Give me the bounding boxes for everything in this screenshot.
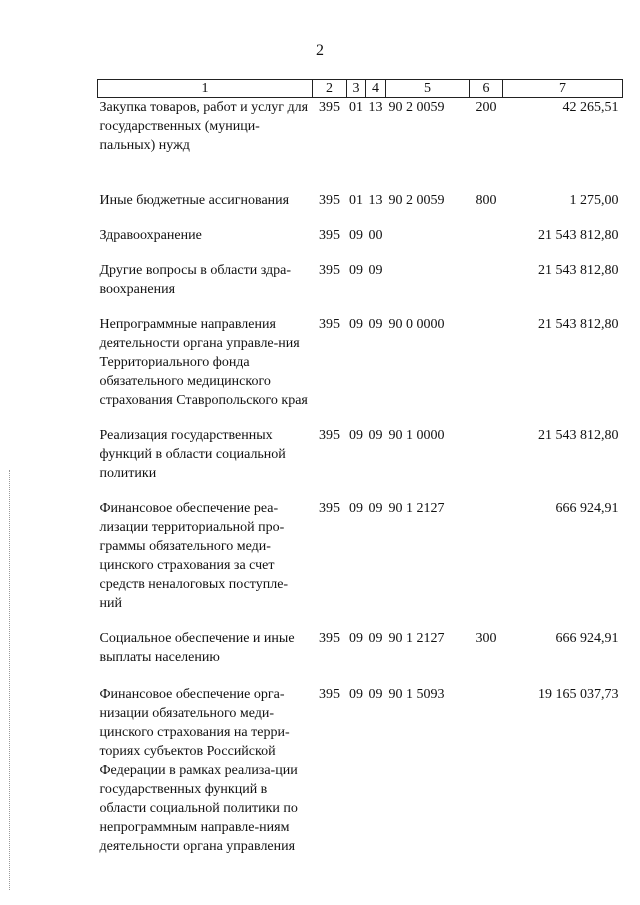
row-amount: 666 924,91 xyxy=(555,501,619,516)
table-body xyxy=(98,98,623,857)
row-code-3: 01 xyxy=(349,193,363,208)
table-row xyxy=(98,613,623,667)
row-code-5: 90 1 2127 xyxy=(388,501,445,516)
header-col-6: 6 xyxy=(470,80,503,98)
row-code-2: 395 xyxy=(319,228,340,243)
row-code-6: 300 xyxy=(475,631,497,646)
row-code-3: 09 xyxy=(349,501,363,516)
row-code-2: 395 xyxy=(319,631,340,646)
header-row xyxy=(98,80,623,98)
row-amount: 666 924,91 xyxy=(555,631,619,646)
table-row xyxy=(98,98,623,156)
page-number: 2 xyxy=(316,42,324,59)
row-code-6: 200 xyxy=(475,100,497,115)
row-code-2: 395 xyxy=(319,317,340,332)
row-amount: 42 265,51 xyxy=(562,100,619,115)
header-col-7: 7 xyxy=(503,80,623,98)
row-code-2: 395 xyxy=(319,501,340,516)
header-col-3: 3 xyxy=(347,80,366,98)
scan-edge-marks xyxy=(9,470,12,890)
row-code-4: 09 xyxy=(368,501,383,516)
table-row xyxy=(98,299,623,410)
row-amount: 21 543 812,80 xyxy=(538,317,619,332)
table-row xyxy=(98,210,623,245)
row-name: Другие вопросы в области здра-воохранения xyxy=(99,263,291,297)
table-row xyxy=(98,410,623,483)
row-code-6 xyxy=(470,210,503,245)
row-name: Закупка товаров, работ и услуг для государственных (муници-пальных) нужд xyxy=(99,100,309,153)
row-code-4: 09 xyxy=(368,317,383,332)
row-code-4: 00 xyxy=(368,228,383,243)
row-code-3: 09 xyxy=(349,317,363,332)
row-code-2: 395 xyxy=(319,193,340,208)
row-code-3: 01 xyxy=(349,100,363,115)
table-row xyxy=(98,245,623,299)
row-amount: 21 543 812,80 xyxy=(538,428,619,443)
row-name: Финансовое обеспечение реа-лизации территориальной про-граммы обязательного меди-цинского страхования за счет средств неналоговых поступле-ний xyxy=(99,501,289,611)
budget-table xyxy=(97,79,623,856)
row-code-3: 09 xyxy=(349,631,363,646)
row-code-4: 13 xyxy=(368,100,383,115)
table-row xyxy=(98,483,623,613)
row-code-5 xyxy=(386,245,470,299)
row-code-2: 395 xyxy=(319,687,340,702)
table-row xyxy=(98,667,623,856)
row-code-6 xyxy=(470,410,503,483)
row-code-5: 90 1 0000 xyxy=(388,428,445,443)
row-name: Социальное обеспечение и иные выплаты населению xyxy=(99,631,295,665)
row-name: Непрограммные направления деятельности органа управле-ния Территориального фонда обязательного медицинского страхования Ставропольского края xyxy=(99,317,308,408)
table-row xyxy=(98,155,623,210)
row-code-4: 09 xyxy=(368,263,383,278)
row-name: Здравоохранение xyxy=(99,228,202,243)
row-amount: 21 543 812,80 xyxy=(538,228,619,243)
row-code-5: 90 1 2127 xyxy=(388,631,445,646)
row-code-3: 09 xyxy=(349,428,363,443)
row-code-4: 09 xyxy=(368,687,383,702)
row-code-5: 90 2 0059 xyxy=(388,100,445,115)
header-col-5: 5 xyxy=(386,80,470,98)
row-code-6 xyxy=(470,483,503,613)
row-code-3: 09 xyxy=(349,228,363,243)
row-name: Реализация государственных функций в области социальной политики xyxy=(99,428,286,481)
row-code-2: 395 xyxy=(319,263,340,278)
row-code-4: 09 xyxy=(368,631,383,646)
row-code-3: 09 xyxy=(349,263,363,278)
row-code-6 xyxy=(470,299,503,410)
header-col-4: 4 xyxy=(366,80,386,98)
row-name: Иные бюджетные ассигнования xyxy=(99,193,290,208)
row-amount: 21 543 812,80 xyxy=(538,263,619,278)
row-code-6 xyxy=(470,245,503,299)
row-code-5: 90 1 5093 xyxy=(388,687,445,702)
row-code-4: 13 xyxy=(368,193,383,208)
header-col-1: 1 xyxy=(98,80,313,98)
row-amount: 1 275,00 xyxy=(569,193,619,208)
row-code-3: 09 xyxy=(349,687,363,702)
row-code-5 xyxy=(386,210,470,245)
row-code-5: 90 0 0000 xyxy=(388,317,445,332)
row-code-2: 395 xyxy=(319,428,340,443)
row-code-6 xyxy=(470,667,503,856)
row-code-4: 09 xyxy=(368,428,383,443)
row-code-5: 90 2 0059 xyxy=(388,193,445,208)
row-name: Финансовое обеспечение орга-низации обязательного меди-цинского страхования на терри-ториях субъектов Российской Федерации в рамках реализа-ции государственных функций в области социальной политики по непрограммным направле-ниям деятельности органа управления xyxy=(99,687,298,854)
row-amount: 19 165 037,73 xyxy=(538,687,619,702)
row-code-2: 395 xyxy=(319,100,340,115)
row-code-6: 800 xyxy=(475,193,497,208)
header-col-2: 2 xyxy=(313,80,347,98)
table-header xyxy=(98,80,623,98)
